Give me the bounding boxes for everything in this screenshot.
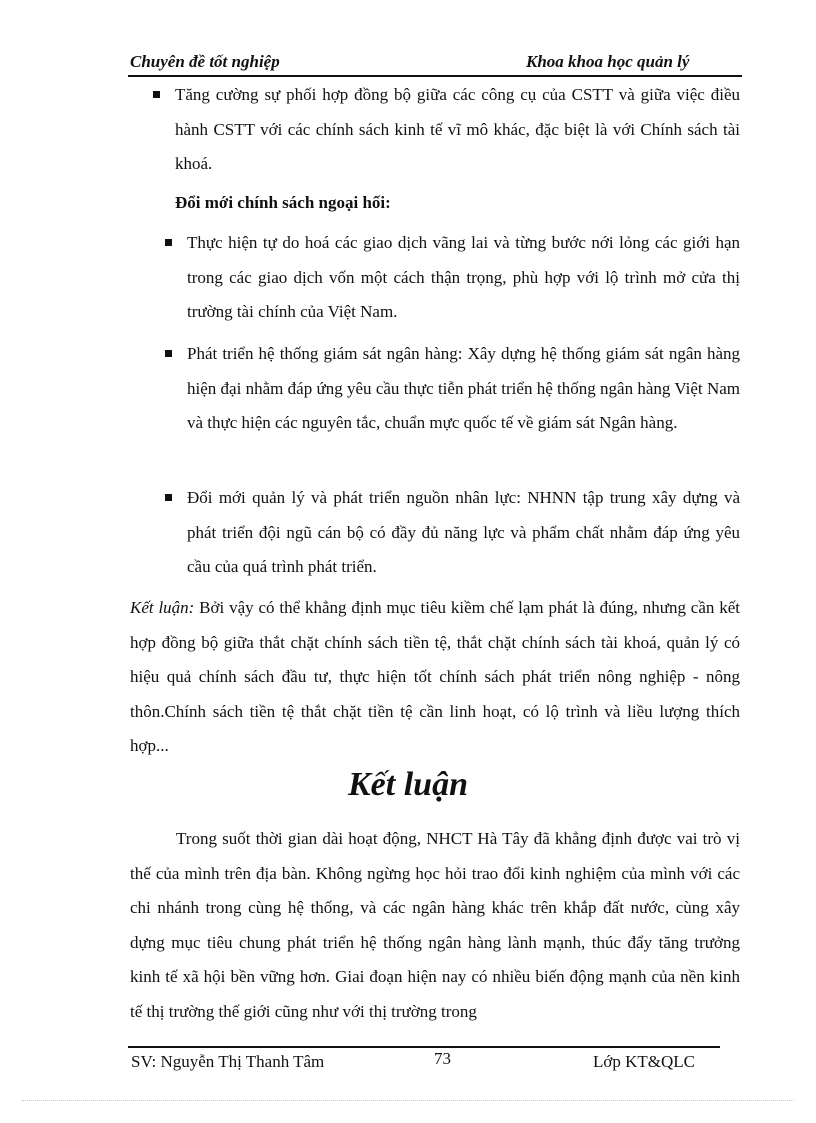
section-heading: Đổi mới chính sách ngoại hối: (175, 193, 391, 212)
header-left-title: Chuyên đề tốt nghiệp (130, 52, 280, 71)
bullet-paragraph: Phát triển hệ thống giám sát ngân hàng: Xây dựng hệ thống giám sát ngân hàng hiện đại nhằm đáp ứng yêu cầu thực tiễn phát triển hệ thống ngân hàng Việt Nam và thực hiện các nguyên tắc, chuẩn mực quốc tế về giám sát Ngân hàng. (187, 344, 740, 432)
footer-class: Lớp KT&QLC (593, 1052, 696, 1071)
body-paragraph: Trong suốt thời gian dài hoạt động, NHCT Hà Tây đã khẳng định được vai trò vị thế của mình trên địa bàn. Không ngừng học hỏi trao đổi kinh nghiệm của mình với các chi nhánh trong cùng hệ thống, và các ngân hàng khác trên khắp đất nước, cùng xây dựng mục tiêu chung phát triển hệ thống ngân hàng lành mạnh, thúc đẩy tăng trưởng kinh tế xã hội bền vững hơn. Giai đoạn hiện nay có nhiều biến động mạnh của nền kinh tế thị trường thế giới cũng như với thị trường trong (130, 829, 740, 1021)
footer-rule (128, 1046, 720, 1048)
bullet-marker (165, 239, 172, 246)
bullet-paragraph: Tăng cường sự phối hợp đồng bộ giữa các công cụ của CSTT và giữa việc điều hành CSTT với các chính sách kinh tế vĩ mô khác, đặc biệt là với Chính sách tài khoá. (175, 85, 740, 173)
footer-student: SV: Nguyễn Thị Thanh Tâm (131, 1052, 325, 1071)
bullet-marker (153, 91, 160, 98)
footer-page-number: 73 (434, 1049, 451, 1068)
bullet-marker (165, 494, 172, 501)
bullet-paragraph: Thực hiện tự do hoá các giao dịch vãng lai và từng bước nới lỏng các giới hạn trong các giao dịch vốn một cách thận trọng, phù hợp với lộ trình mở cửa thị trường tài chính của Việt Nam. (187, 233, 740, 321)
bullet-marker (165, 350, 172, 357)
bullet-paragraph: Đổi mới quản lý và phát triển nguồn nhân lực: NHNN tập trung xây dựng và phát triển đội ngũ cán bộ có đầy đủ năng lực và phẩm chất nhằm đáp ứng yêu cầu của quá trình phát triển. (187, 488, 740, 576)
conclusion-label: Kết luận: (130, 598, 195, 617)
header-right-title: Khoa khoa học quản lý (526, 52, 690, 71)
conclusion-paragraph (130, 591, 740, 764)
conclusion-text: Bởi vậy có thể khẳng định mục tiêu kiềm chế lạm phát là đúng, nhưng cần kết hợp đồng bộ giữa thắt chặt chính sách tiền tệ, thắt chặt chính sách tài khoá, quản lý có hiệu quả chính sách đầu tư, thực hiện tốt chính sách phát triển nông nghiệp - nông thôn.Chính sách tiền tệ thắt chặt tiền tệ cần linh hoạt, có lộ trình và liều lượng thích hợp... (130, 598, 741, 755)
header-rule (128, 75, 742, 77)
chapter-title: Kết luận (348, 766, 468, 803)
page-bottom-dotted-border (22, 1100, 794, 1101)
